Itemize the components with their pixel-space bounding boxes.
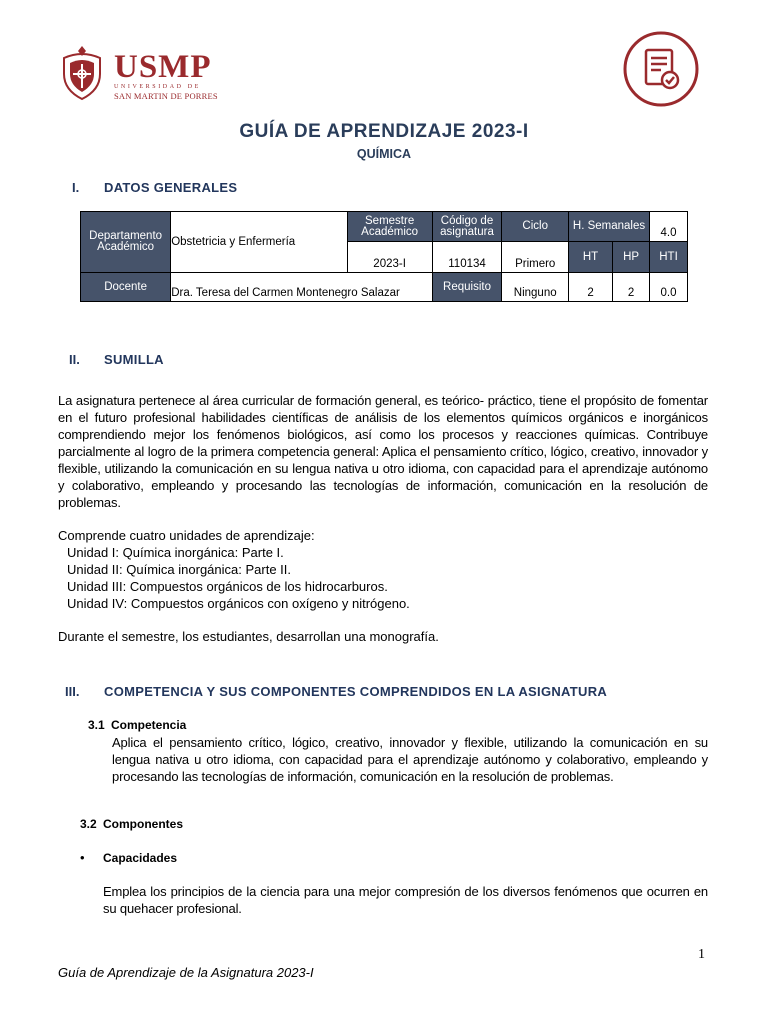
page-subtitle: QUÍMICA [356, 147, 412, 161]
capacidades-title: Capacidades [103, 851, 178, 865]
closing-line: Durante el semestre, los estudiantes, desarrollan una monografía. [58, 629, 439, 644]
logo-name: USMP [114, 49, 212, 85]
footer-text: Guía de Aprendizaje de la Asignatura 2023-I [58, 965, 314, 980]
semestre-value: 2023-I [347, 242, 432, 273]
semestre-label: Semestre Académico [347, 212, 432, 242]
dept-value: Obstetricia y Enfermería [171, 212, 347, 273]
dept-label: Departamento Académico [89, 230, 163, 253]
section1-title: DATOS GENERALES [104, 180, 238, 195]
general-data-table [80, 211, 688, 302]
document-check-icon [622, 30, 700, 108]
hti-label: HTI [650, 242, 688, 273]
docente-value: Dra. Teresa del Carmen Montenegro Salazar [171, 273, 432, 302]
section2-number: II. [69, 352, 80, 367]
section3-title: COMPETENCIA Y SUS COMPONENTES COMPRENDIDOS EN LA ASIGNATURA [104, 684, 608, 699]
section3-number: III. [65, 684, 80, 699]
requisito-value: Ninguno [502, 273, 569, 302]
capacidades-text: Emplea los principios de la ciencia para una mejor compresión de los diversos fenómenos que ocurren en su quehacer profesional. [103, 884, 708, 916]
unit-item: Unidad II: Química inorgánica: Parte II. [67, 562, 291, 577]
hp-label: HP [613, 242, 650, 273]
logo-subtitle-line1: UNIVERSIDAD DE [114, 84, 201, 90]
section2-title: SUMILLA [104, 352, 164, 367]
ciclo-label: Ciclo [502, 212, 569, 242]
units-intro: Comprende cuatro unidades de aprendizaje: [58, 528, 315, 543]
usmp-logo [56, 44, 226, 106]
codigo-value: 110134 [432, 242, 502, 273]
subsection-3-1-title: Competencia [111, 718, 187, 732]
subsection-3-1-number: 3.1 [88, 718, 105, 732]
docente-label: Docente [81, 273, 171, 302]
page-title: GUÍA DE APRENDIZAJE 2023-I [239, 121, 529, 142]
ht-value: 2 [569, 273, 613, 302]
ht-label: HT [569, 242, 613, 273]
competencia-text: Aplica el pensamiento crítico, lógico, creativo, innovador y flexible, utilizando la comunicación en su lengua nativa u otro idioma, con capacidad para el aprendizaje autónomo y colaborativo, empleando y procesando las tecnologías de información, comunicación en la resolución de problemas. [112, 735, 708, 784]
page-number: 1 [698, 947, 705, 962]
subsection-3-2-number: 3.2 [80, 817, 97, 831]
codigo-label: Código de asignatura [432, 212, 502, 242]
logo-subtitle-line2: SAN MARTIN DE PORRES [114, 91, 218, 101]
hsem-value: 4.0 [650, 212, 688, 242]
hp-value: 2 [613, 273, 650, 302]
hsem-label: H. Semanales [569, 212, 650, 242]
shield-icon [56, 44, 108, 102]
dept-label-cell [81, 212, 171, 273]
requisito-label: Requisito [432, 273, 502, 302]
bullet-icon: • [80, 850, 85, 865]
unit-item: Unidad IV: Compuestos orgánicos con oxígeno y nitrógeno. [67, 596, 410, 611]
sumilla-paragraph: La asignatura pertenece al área curricular de formación general, es teórico- práctico, tiene el propósito de fomentar en el futuro profesional habilidades científicas de análisis de los elementos químicos orgánicos e inorgánicos comprendiendo mejor los fenómenos biológicos, así como los procesos y reacciones químicas. Contribuye parcialmente al logro de la primera competencia general: Aplica el pensamiento crítico, lógico, creativo, innovador y flexible, utilizando la comunicación en su lengua nativa u otro idioma, con capacidad para el aprendizaje autónomo y colaborativo, empleando y procesando las tecnologías de información, comunicación en la resolución de problemas. [58, 393, 708, 510]
ciclo-value: Primero [502, 242, 569, 273]
unit-item: Unidad III: Compuestos orgánicos de los hidrocarburos. [67, 579, 388, 594]
unit-item: Unidad I: Química inorgánica: Parte I. [67, 545, 284, 560]
section1-number: I. [72, 180, 80, 195]
hti-value: 0.0 [650, 273, 688, 302]
subsection-3-2-title: Componentes [103, 817, 184, 831]
